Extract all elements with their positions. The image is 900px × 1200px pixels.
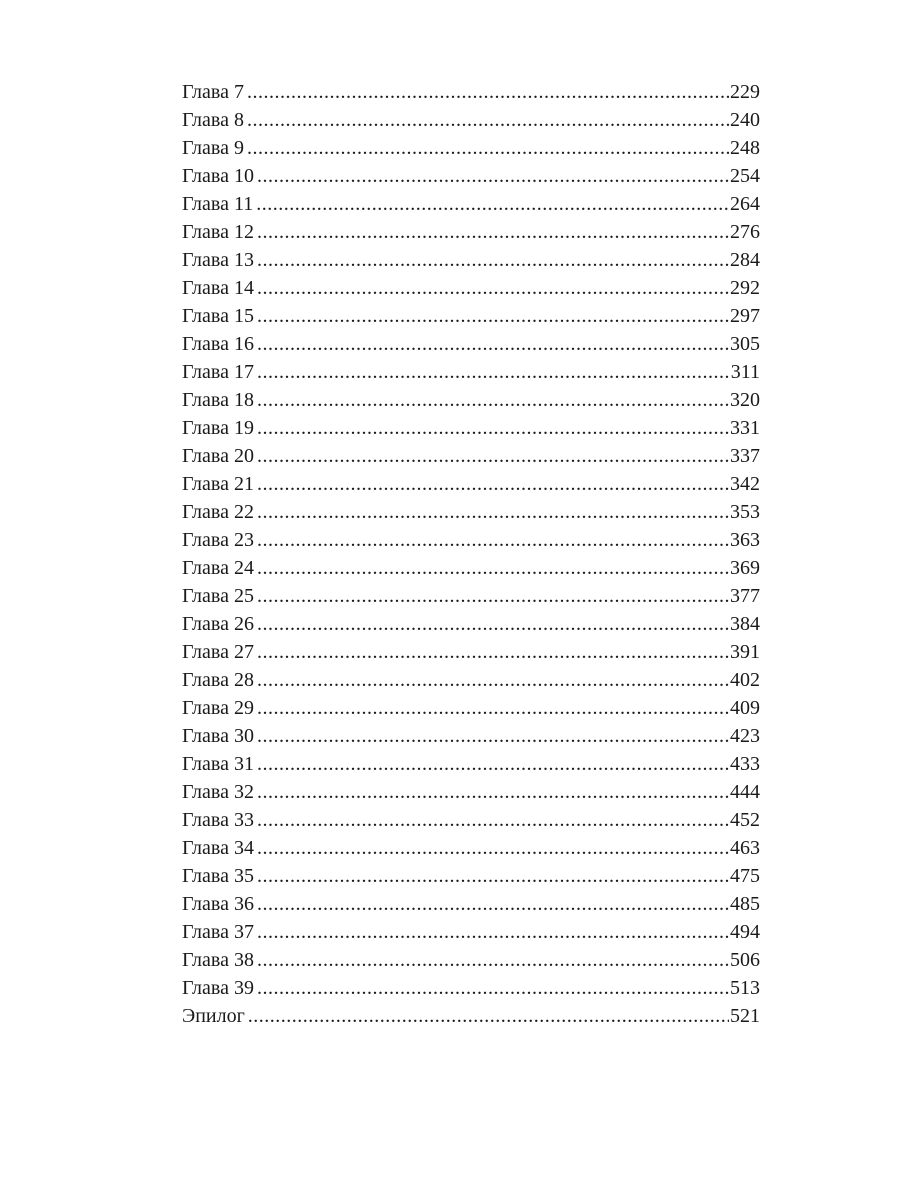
toc-entry bbox=[182, 918, 760, 946]
toc-entry-page-number: 485 bbox=[730, 893, 760, 915]
toc-entry-page-number: 433 bbox=[730, 753, 760, 775]
toc-entry-page-number: 521 bbox=[730, 1005, 760, 1027]
toc-dot-leader bbox=[257, 666, 729, 694]
toc-entry bbox=[182, 694, 760, 722]
toc-entry-title: Глава 32 bbox=[182, 781, 254, 803]
toc-entry-title: Глава 27 bbox=[182, 641, 254, 663]
toc-entry-title: Глава 18 bbox=[182, 389, 254, 411]
toc-dot-leader bbox=[257, 778, 729, 806]
toc-entry bbox=[182, 78, 760, 106]
toc-entry-page-number: 297 bbox=[730, 305, 760, 327]
toc-entry bbox=[182, 526, 760, 554]
toc-entry-page-number: 409 bbox=[730, 697, 760, 719]
toc-dot-leader bbox=[257, 246, 729, 274]
toc-dot-leader bbox=[257, 330, 729, 358]
toc-dot-leader bbox=[257, 358, 730, 386]
toc-entry bbox=[182, 610, 760, 638]
toc-entry-page-number: 363 bbox=[730, 529, 760, 551]
toc-entry-page-number: 276 bbox=[730, 221, 760, 243]
toc-entry bbox=[182, 806, 760, 834]
toc-dot-leader bbox=[257, 610, 729, 638]
toc-entry-page-number: 229 bbox=[730, 81, 760, 103]
toc-entry bbox=[182, 498, 760, 526]
toc-entry bbox=[182, 442, 760, 470]
toc-entry bbox=[182, 330, 760, 358]
toc-dot-leader bbox=[257, 862, 729, 890]
toc-dot-leader bbox=[257, 946, 729, 974]
toc-entry-page-number: 320 bbox=[730, 389, 760, 411]
toc-entry bbox=[182, 414, 760, 442]
toc-dot-leader bbox=[257, 638, 729, 666]
toc-entry-page-number: 254 bbox=[730, 165, 760, 187]
toc-dot-leader bbox=[257, 470, 729, 498]
toc-dot-leader bbox=[257, 554, 729, 582]
toc-dot-leader bbox=[257, 806, 729, 834]
toc-entry-page-number: 377 bbox=[730, 585, 760, 607]
toc-dot-leader bbox=[257, 218, 729, 246]
toc-entry-title: Глава 24 bbox=[182, 557, 254, 579]
toc-dot-leader bbox=[247, 78, 729, 106]
toc-entry bbox=[182, 890, 760, 918]
toc-entry-title: Глава 11 bbox=[182, 193, 254, 215]
toc-dot-leader bbox=[257, 834, 729, 862]
toc-entry bbox=[182, 666, 760, 694]
toc-entry-title: Глава 7 bbox=[182, 81, 244, 103]
toc-entry bbox=[182, 778, 760, 806]
toc-dot-leader bbox=[247, 134, 729, 162]
toc-entry-title: Глава 16 bbox=[182, 333, 254, 355]
toc-entry-page-number: 494 bbox=[730, 921, 760, 943]
toc-entry-page-number: 402 bbox=[730, 669, 760, 691]
toc-entry bbox=[182, 1002, 760, 1030]
toc-entry-page-number: 248 bbox=[730, 137, 760, 159]
toc-entry-title: Глава 29 bbox=[182, 697, 254, 719]
toc-entry-page-number: 311 bbox=[730, 361, 760, 383]
toc-dot-leader bbox=[257, 442, 729, 470]
toc-entry bbox=[182, 974, 760, 1002]
toc-entry bbox=[182, 722, 760, 750]
toc-entry-title: Глава 22 bbox=[182, 501, 254, 523]
toc-entry-page-number: 384 bbox=[730, 613, 760, 635]
toc-entry-title: Глава 28 bbox=[182, 669, 254, 691]
table-of-contents bbox=[182, 78, 760, 1030]
toc-entry-page-number: 475 bbox=[730, 865, 760, 887]
toc-entry-title: Глава 8 bbox=[182, 109, 244, 131]
toc-entry-title: Эпилог bbox=[182, 1005, 245, 1027]
toc-entry-page-number: 444 bbox=[730, 781, 760, 803]
toc-dot-leader bbox=[257, 414, 729, 442]
toc-dot-leader bbox=[257, 722, 729, 750]
toc-dot-leader bbox=[248, 1002, 729, 1030]
toc-dot-leader bbox=[257, 274, 729, 302]
toc-dot-leader bbox=[257, 386, 729, 414]
toc-entry-title: Глава 26 bbox=[182, 613, 254, 635]
toc-entry-page-number: 506 bbox=[730, 949, 760, 971]
toc-dot-leader bbox=[257, 302, 729, 330]
toc-entry bbox=[182, 554, 760, 582]
toc-entry bbox=[182, 162, 760, 190]
toc-entry-title: Глава 17 bbox=[182, 361, 254, 383]
toc-entry bbox=[182, 358, 760, 386]
toc-dot-leader bbox=[257, 526, 729, 554]
toc-entry-title: Глава 39 bbox=[182, 977, 254, 999]
toc-entry-title: Глава 36 bbox=[182, 893, 254, 915]
toc-entry bbox=[182, 386, 760, 414]
toc-entry-title: Глава 34 bbox=[182, 837, 254, 859]
toc-dot-leader bbox=[257, 974, 729, 1002]
toc-entry bbox=[182, 190, 760, 218]
toc-entry-page-number: 305 bbox=[730, 333, 760, 355]
toc-entry bbox=[182, 470, 760, 498]
toc-entry-title: Глава 12 bbox=[182, 221, 254, 243]
toc-entry-title: Глава 9 bbox=[182, 137, 244, 159]
toc-entry-page-number: 284 bbox=[730, 249, 760, 271]
toc-entry-title: Глава 37 bbox=[182, 921, 254, 943]
toc-entry-title: Глава 10 bbox=[182, 165, 254, 187]
toc-entry-title: Глава 19 bbox=[182, 417, 254, 439]
toc-entry-title: Глава 31 bbox=[182, 753, 254, 775]
toc-entry-page-number: 513 bbox=[730, 977, 760, 999]
toc-entry bbox=[182, 274, 760, 302]
toc-entry-page-number: 264 bbox=[730, 193, 760, 215]
toc-dot-leader bbox=[257, 918, 729, 946]
toc-dot-leader bbox=[257, 498, 729, 526]
toc-entry bbox=[182, 638, 760, 666]
toc-entry bbox=[182, 862, 760, 890]
toc-entry-title: Глава 30 bbox=[182, 725, 254, 747]
toc-entry bbox=[182, 582, 760, 610]
toc-entry-page-number: 292 bbox=[730, 277, 760, 299]
toc-entry bbox=[182, 834, 760, 862]
toc-entry-title: Глава 23 bbox=[182, 529, 254, 551]
toc-entry bbox=[182, 750, 760, 778]
toc-entry-title: Глава 38 bbox=[182, 949, 254, 971]
toc-entry-title: Глава 33 bbox=[182, 809, 254, 831]
toc-entry-page-number: 452 bbox=[730, 809, 760, 831]
toc-entry-title: Глава 25 bbox=[182, 585, 254, 607]
toc-entry bbox=[182, 302, 760, 330]
toc-entry-page-number: 337 bbox=[730, 445, 760, 467]
toc-dot-leader bbox=[256, 190, 729, 218]
toc-dot-leader bbox=[257, 890, 729, 918]
toc-entry-page-number: 342 bbox=[730, 473, 760, 495]
toc-entry-page-number: 240 bbox=[730, 109, 760, 131]
toc-entry bbox=[182, 946, 760, 974]
toc-entry-title: Глава 20 bbox=[182, 445, 254, 467]
toc-entry bbox=[182, 134, 760, 162]
toc-entry bbox=[182, 106, 760, 134]
toc-entry-title: Глава 15 bbox=[182, 305, 254, 327]
toc-entry-title: Глава 35 bbox=[182, 865, 254, 887]
toc-entry bbox=[182, 218, 760, 246]
toc-entry-title: Глава 21 bbox=[182, 473, 254, 495]
toc-dot-leader bbox=[247, 106, 729, 134]
toc-dot-leader bbox=[257, 750, 729, 778]
toc-entry-page-number: 463 bbox=[730, 837, 760, 859]
toc-entry-page-number: 369 bbox=[730, 557, 760, 579]
toc-entry-page-number: 353 bbox=[730, 501, 760, 523]
toc-entry bbox=[182, 246, 760, 274]
toc-entry-title: Глава 13 bbox=[182, 249, 254, 271]
toc-entry-page-number: 423 bbox=[730, 725, 760, 747]
toc-dot-leader bbox=[257, 582, 729, 610]
toc-dot-leader bbox=[257, 694, 729, 722]
toc-dot-leader bbox=[257, 162, 729, 190]
toc-entry-page-number: 331 bbox=[730, 417, 760, 439]
toc-entry-page-number: 391 bbox=[730, 641, 760, 663]
toc-entry-title: Глава 14 bbox=[182, 277, 254, 299]
